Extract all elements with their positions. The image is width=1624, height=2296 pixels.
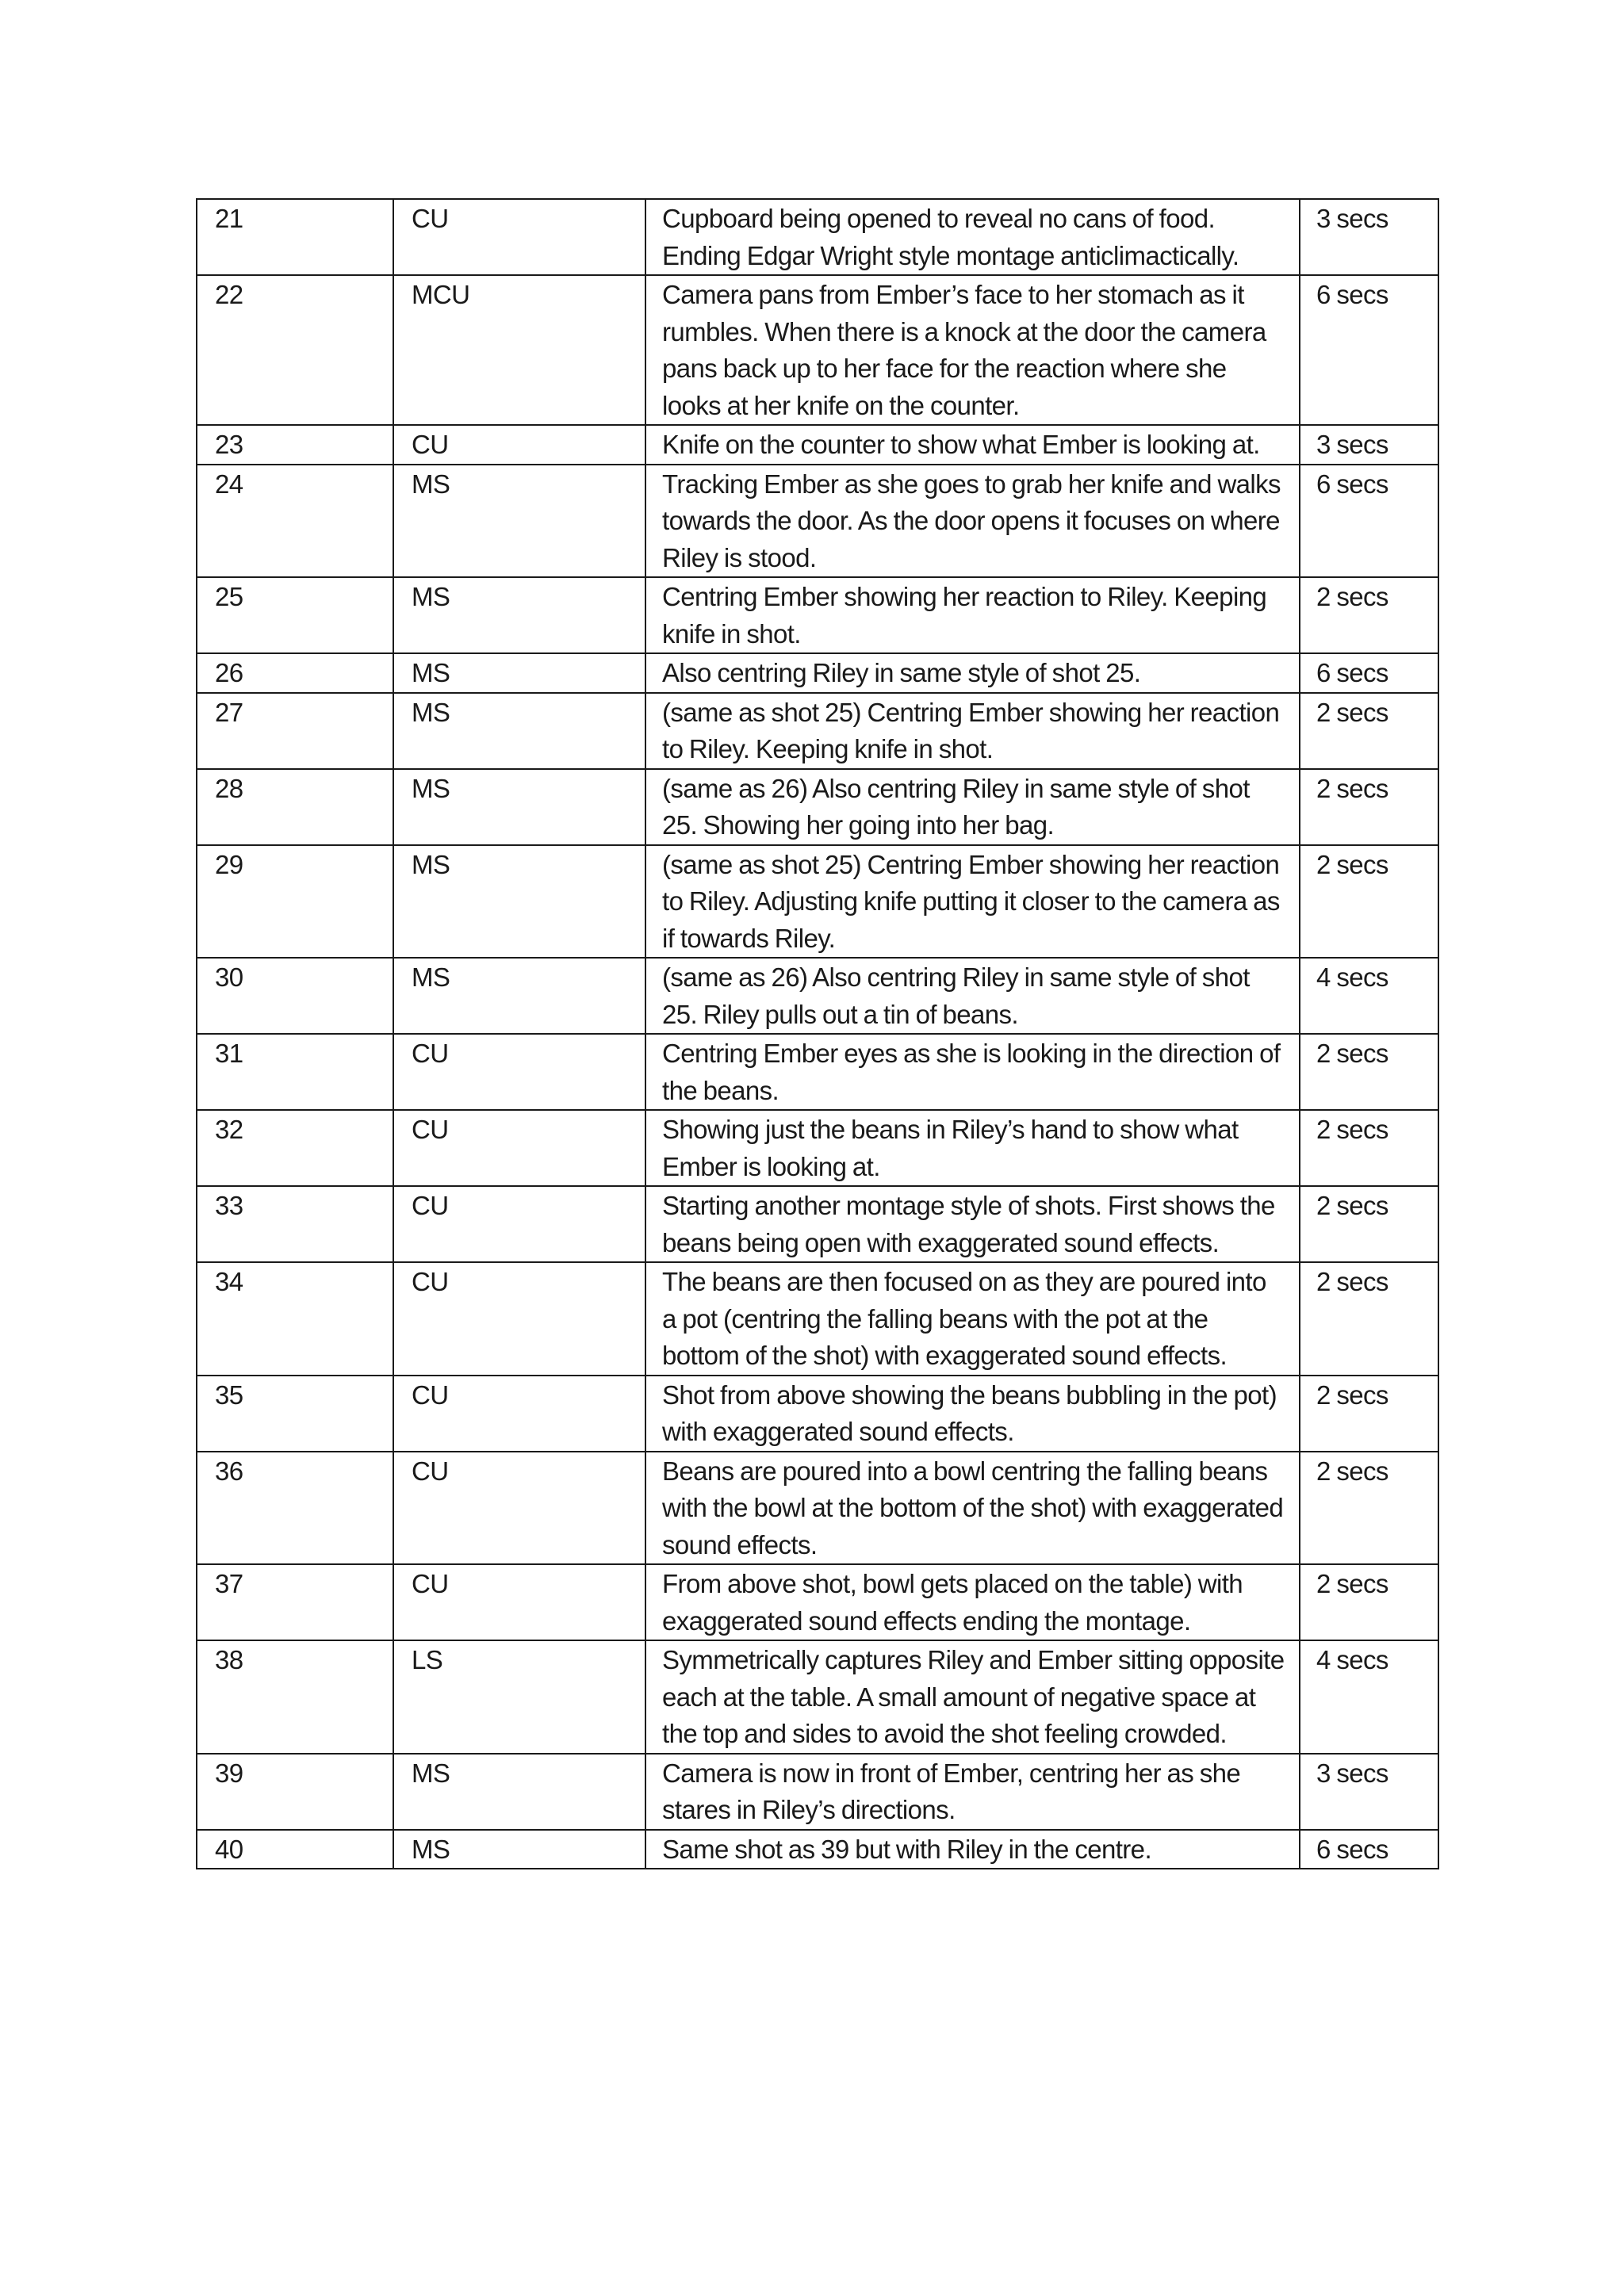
- shot-description: Centring Ember showing her reaction to Riley. Keeping knife in shot.: [645, 577, 1300, 653]
- shot-number: 39: [197, 1754, 393, 1830]
- shot-duration: 3 secs: [1300, 199, 1438, 275]
- shot-type: MS: [393, 577, 645, 653]
- shot-type: MCU: [393, 275, 645, 425]
- shot-duration: 6 secs: [1300, 465, 1438, 578]
- shot-row: [197, 1452, 1438, 1565]
- shot-number: 31: [197, 1034, 393, 1110]
- shot-number: 22: [197, 275, 393, 425]
- shot-row: [197, 958, 1438, 1034]
- shot-number: 30: [197, 958, 393, 1034]
- shot-row: [197, 275, 1438, 425]
- shot-type: CU: [393, 1186, 645, 1262]
- shot-description: From above shot, bowl gets placed on the table) with exaggerated sound effects ending the montage.: [645, 1564, 1300, 1640]
- shot-type: MS: [393, 1754, 645, 1830]
- shot-row: [197, 1754, 1438, 1830]
- shot-type: MS: [393, 465, 645, 578]
- shot-number: 27: [197, 693, 393, 769]
- shot-number: 35: [197, 1376, 393, 1452]
- shot-duration: 4 secs: [1300, 958, 1438, 1034]
- shot-number: 32: [197, 1110, 393, 1186]
- shot-number: 28: [197, 769, 393, 845]
- shot-row: [197, 693, 1438, 769]
- shot-duration: 4 secs: [1300, 1640, 1438, 1754]
- shot-row: [197, 769, 1438, 845]
- shot-description: Same shot as 39 but with Riley in the centre.: [645, 1830, 1300, 1869]
- shot-number: 37: [197, 1564, 393, 1640]
- shot-duration: 2 secs: [1300, 1186, 1438, 1262]
- shot-description: (same as shot 25) Centring Ember showing her reaction to Riley. Adjusting knife putting it closer to the camera as if towards Riley.: [645, 845, 1300, 959]
- shot-type: MS: [393, 693, 645, 769]
- shot-list-table: [196, 198, 1439, 1869]
- shot-duration: 2 secs: [1300, 1110, 1438, 1186]
- shot-type: MS: [393, 958, 645, 1034]
- shot-duration: 2 secs: [1300, 1034, 1438, 1110]
- shot-duration: 2 secs: [1300, 845, 1438, 959]
- shot-description: Also centring Riley in same style of shot 25.: [645, 653, 1300, 693]
- shot-description: Centring Ember eyes as she is looking in the direction of the beans.: [645, 1034, 1300, 1110]
- shot-description: Knife on the counter to show what Ember is looking at.: [645, 425, 1300, 465]
- shot-duration: 6 secs: [1300, 653, 1438, 693]
- shot-number: 36: [197, 1452, 393, 1565]
- shot-number: 33: [197, 1186, 393, 1262]
- shot-row: [197, 465, 1438, 578]
- shot-row: [197, 1034, 1438, 1110]
- shot-number: 40: [197, 1830, 393, 1869]
- shot-duration: 2 secs: [1300, 1564, 1438, 1640]
- shot-description: Starting another montage style of shots. First shows the beans being open with exaggerated sound effects.: [645, 1186, 1300, 1262]
- shot-duration: 6 secs: [1300, 275, 1438, 425]
- shot-type: CU: [393, 1034, 645, 1110]
- shot-number: 24: [197, 465, 393, 578]
- shot-type: CU: [393, 1452, 645, 1565]
- shot-row: [197, 1262, 1438, 1376]
- shot-description: (same as 26) Also centring Riley in same style of shot 25. Showing her going into her bag.: [645, 769, 1300, 845]
- shot-duration: 2 secs: [1300, 1262, 1438, 1376]
- shot-duration: 2 secs: [1300, 769, 1438, 845]
- shot-duration: 2 secs: [1300, 1452, 1438, 1565]
- shot-duration: 2 secs: [1300, 577, 1438, 653]
- shot-number: 38: [197, 1640, 393, 1754]
- shot-list-body: [197, 199, 1438, 1869]
- shot-row: [197, 1640, 1438, 1754]
- shot-duration: 6 secs: [1300, 1830, 1438, 1869]
- shot-description: Cupboard being opened to reveal no cans of food. Ending Edgar Wright style montage anticlimactically.: [645, 199, 1300, 275]
- shot-type: LS: [393, 1640, 645, 1754]
- shot-number: 29: [197, 845, 393, 959]
- shot-type: MS: [393, 845, 645, 959]
- shot-row: [197, 425, 1438, 465]
- shot-row: [197, 1830, 1438, 1869]
- shot-type: MS: [393, 1830, 645, 1869]
- shot-row: [197, 199, 1438, 275]
- shot-duration: 3 secs: [1300, 425, 1438, 465]
- shot-type: CU: [393, 1262, 645, 1376]
- shot-row: [197, 1564, 1438, 1640]
- shot-type: CU: [393, 1376, 645, 1452]
- shot-description: The beans are then focused on as they are poured into a pot (centring the falling beans with the pot at the bottom of the shot) with exaggerated sound effects.: [645, 1262, 1300, 1376]
- shot-description: Shot from above showing the beans bubbling in the pot) with exaggerated sound effects.: [645, 1376, 1300, 1452]
- shot-row: [197, 845, 1438, 959]
- shot-description: Camera pans from Ember’s face to her stomach as it rumbles. When there is a knock at the door the camera pans back up to her face for the reaction where she looks at her knife on the counter.: [645, 275, 1300, 425]
- shot-number: 26: [197, 653, 393, 693]
- shot-description: (same as 26) Also centring Riley in same style of shot 25. Riley pulls out a tin of beans.: [645, 958, 1300, 1034]
- shot-description: Tracking Ember as she goes to grab her knife and walks towards the door. As the door opens it focuses on where Riley is stood.: [645, 465, 1300, 578]
- shot-duration: 2 secs: [1300, 693, 1438, 769]
- shot-duration: 3 secs: [1300, 1754, 1438, 1830]
- shot-row: [197, 577, 1438, 653]
- shot-row: [197, 1376, 1438, 1452]
- shot-description: Camera is now in front of Ember, centring her as she stares in Riley’s directions.: [645, 1754, 1300, 1830]
- shot-type: CU: [393, 199, 645, 275]
- shot-type: CU: [393, 425, 645, 465]
- shot-type: CU: [393, 1564, 645, 1640]
- shot-type: CU: [393, 1110, 645, 1186]
- shot-description: (same as shot 25) Centring Ember showing her reaction to Riley. Keeping knife in shot.: [645, 693, 1300, 769]
- shot-row: [197, 1110, 1438, 1186]
- shot-description: Beans are poured into a bowl centring the falling beans with the bowl at the bottom of the shot) with exaggerated sound effects.: [645, 1452, 1300, 1565]
- shot-number: 21: [197, 199, 393, 275]
- shot-number: 23: [197, 425, 393, 465]
- shot-row: [197, 1186, 1438, 1262]
- shot-type: MS: [393, 769, 645, 845]
- shot-number: 34: [197, 1262, 393, 1376]
- shot-description: Symmetrically captures Riley and Ember sitting opposite each at the table. A small amount of negative space at the top and sides to avoid the shot feeling crowded.: [645, 1640, 1300, 1754]
- shot-duration: 2 secs: [1300, 1376, 1438, 1452]
- shot-row: [197, 653, 1438, 693]
- shot-description: Showing just the beans in Riley’s hand to show what Ember is looking at.: [645, 1110, 1300, 1186]
- shot-number: 25: [197, 577, 393, 653]
- shot-type: MS: [393, 653, 645, 693]
